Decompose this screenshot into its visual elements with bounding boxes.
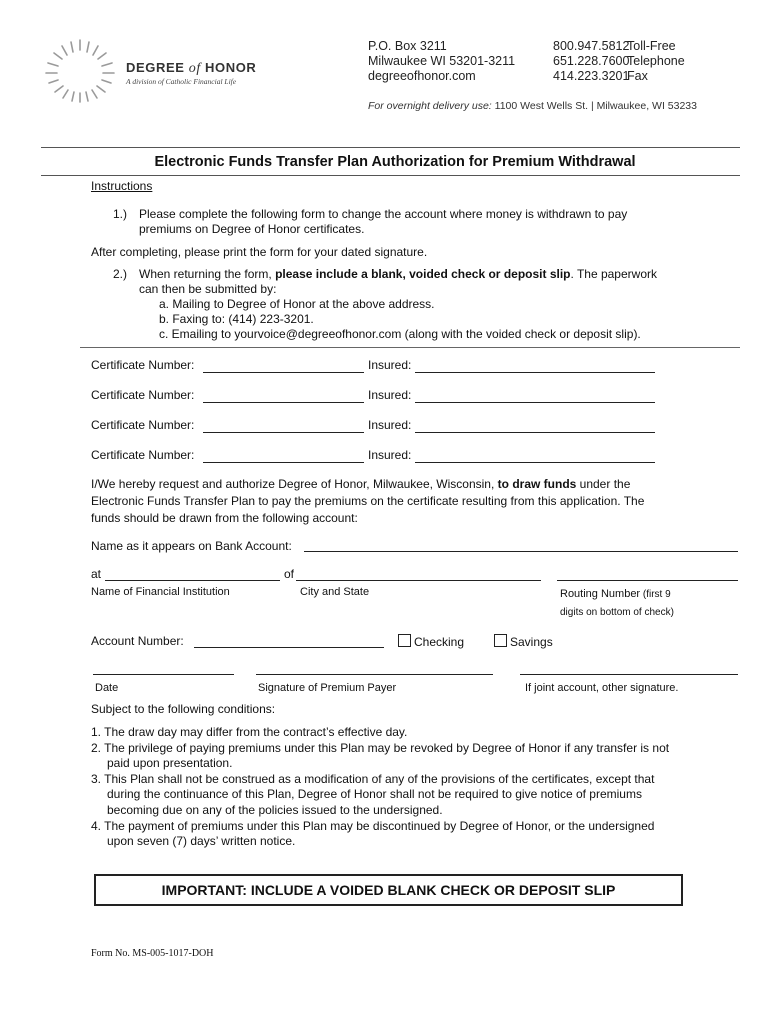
payer-signature-field[interactable] xyxy=(256,674,493,675)
date-field[interactable] xyxy=(93,674,234,675)
submission-methods: a. Mailing to Degree of Honor at the above address. b. Faxing to: (414) 223-3201. c. Emailing to yourvoice@degreeofhonor.com (along with the voided check or deposit slip). xyxy=(159,297,641,341)
sunburst-logo-icon xyxy=(40,38,122,104)
conditions-list: 1. The draw day may differ from the contract’s effective day. 2. The privilege of paying premiums under this Plan may be revoked by Degree of Honor if any transfer is not paid upon presentation. 3. This Plan shall not be construed as a modification of any of the provisions of the certificates, except that during the continuance of this Plan, Degree of Honor shall not be required to give notice of premiums becoming due on any of the policies issued to the undersigned. 4. The payment of premiums under this Plan may be discontinued by Degree of Honor, or the undersigned upon seven (7) days’ written notice. xyxy=(91,725,670,849)
phone-list xyxy=(553,39,685,84)
routing-caption: Routing Number (first 9 digits on bottom of check) xyxy=(560,588,674,618)
bank-name-label: Name as it appears on Bank Account: xyxy=(91,539,292,553)
city-state-field[interactable] xyxy=(296,580,541,581)
savings-option[interactable]: Savings xyxy=(494,634,553,650)
account-number-label: Account Number: xyxy=(91,634,184,648)
logo-tagline: A division of Catholic Financial Life xyxy=(126,77,237,86)
instruction-text: When returning the form, please include a blank, voided check or deposit slip. The paperwork can then be submitted by: xyxy=(139,267,657,296)
phone-row: 800.947.5812Toll-Free xyxy=(553,39,676,53)
savings-checkbox[interactable] xyxy=(494,634,507,647)
insured-label: Insured: xyxy=(368,358,412,372)
insured-field[interactable] xyxy=(415,372,655,373)
certificate-label: Certificate Number: xyxy=(91,388,195,402)
of-label: of xyxy=(284,567,295,581)
checking-checkbox[interactable] xyxy=(398,634,411,647)
date-caption: Date xyxy=(95,682,119,694)
insured-field[interactable] xyxy=(415,462,655,463)
certificate-label: Certificate Number: xyxy=(91,358,195,372)
joint-signature-field[interactable] xyxy=(520,674,738,675)
certificate-number-field[interactable] xyxy=(203,372,364,373)
address-line: P.O. Box 3211 xyxy=(368,39,447,53)
at-label: at xyxy=(91,567,102,581)
insured-label: Insured: xyxy=(368,388,412,402)
institution-caption: Name of Financial Institution xyxy=(91,586,230,598)
joint-signature-caption: If joint account, other signature. xyxy=(525,682,679,694)
phone-row: 414.223.3201Fax xyxy=(553,69,648,83)
routing-number-field[interactable] xyxy=(557,580,738,581)
overnight-delivery: For overnight delivery use: 1100 West Wells St. | Milwaukee, WI 53233 xyxy=(368,100,697,112)
certificate-label: Certificate Number: xyxy=(91,448,195,462)
bank-account-name-field[interactable] xyxy=(304,551,738,552)
address-line: Milwaukee WI 53201-3211 xyxy=(368,54,516,68)
logo-name: DEGREE of HONOR xyxy=(126,60,257,76)
condition-item: 3. This Plan shall not be construed as a modification of any of the provisions of the certificates, except that xyxy=(91,771,655,786)
institution-field[interactable] xyxy=(105,580,280,581)
account-number-field[interactable] xyxy=(194,647,384,648)
page-title: Electronic Funds Transfer Plan Authorization for Premium Withdrawal xyxy=(154,154,636,170)
website[interactable]: degreeofhonor.com xyxy=(368,69,476,83)
condition-item: 4. The payment of premiums under this Plan may be discontinued by Degree of Honor, or the undersigned xyxy=(91,818,655,833)
mailing-address xyxy=(368,39,515,84)
insured-label: Insured: xyxy=(368,418,412,432)
authorization-text: I/We hereby request and authorize Degree of Honor, Milwaukee, Wisconsin, to draw funds under the Electronic Funds Transfer Plan to pay the premiums on the certificate resulting from this application. The funds should be drawn from the following account: xyxy=(91,477,645,525)
conditions-heading: Subject to the following conditions: xyxy=(91,702,276,716)
instruction-text: Please complete the following form to change the account where money is withdrawn to pay premiums on Degree of Honor certificates. xyxy=(139,207,628,236)
phone-row: 651.228.7600Telephone xyxy=(553,54,685,68)
certificate-number-field[interactable] xyxy=(203,402,364,403)
instructions-heading: Instructions xyxy=(91,179,153,193)
condition-item: 2. The privilege of paying premiums under this Plan may be revoked by Degree of Honor if any transfer is not xyxy=(91,740,670,755)
condition-item: 1. The draw day may differ from the contract’s effective day. xyxy=(91,725,408,739)
checking-option[interactable]: Checking xyxy=(398,634,464,650)
important-notice: IMPORTANT: INCLUDE A VOIDED BLANK CHECK OR DEPOSIT SLIP xyxy=(94,874,683,906)
certificate-label: Certificate Number: xyxy=(91,418,195,432)
insured-label: Insured: xyxy=(368,448,412,462)
insured-field[interactable] xyxy=(415,432,655,433)
form-number: Form No. MS-005-1017-DOH xyxy=(91,948,214,959)
payer-signature-caption: Signature of Premium Payer xyxy=(258,682,397,694)
certificate-number-field[interactable] xyxy=(203,432,364,433)
step-number: 2.) xyxy=(113,267,128,281)
instruction-text: After completing, please print the form for your dated signature. xyxy=(91,245,428,259)
city-caption: City and State xyxy=(300,586,370,598)
certificate-number-field[interactable] xyxy=(203,462,364,463)
step-number: 1.) xyxy=(113,207,128,221)
insured-field[interactable] xyxy=(415,402,655,403)
